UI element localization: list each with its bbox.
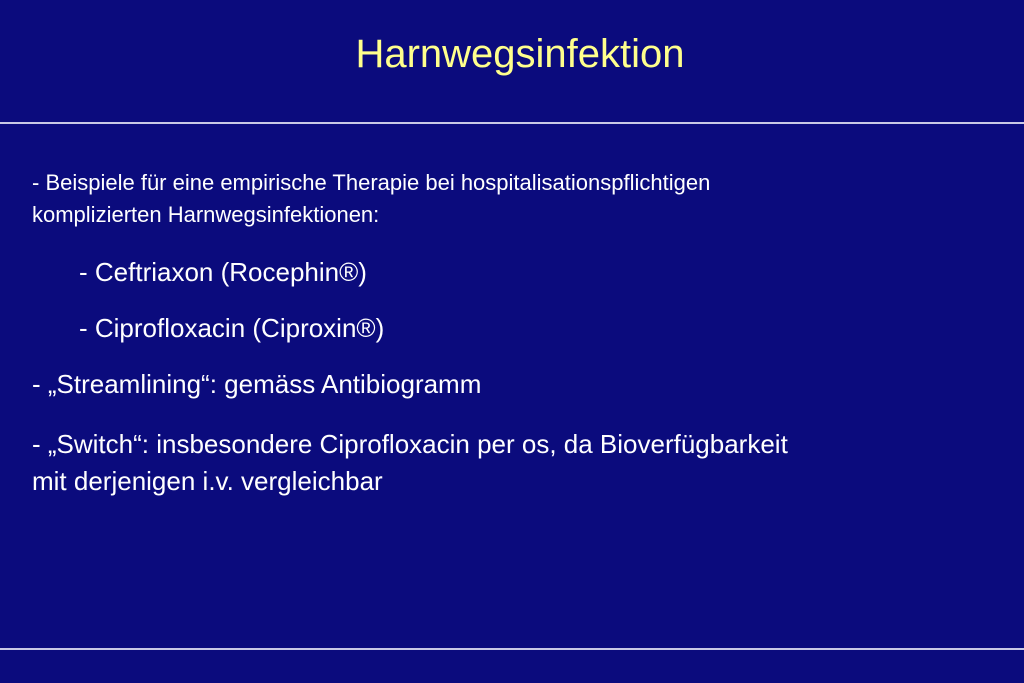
bullet-switch-line-1: - „Switch“: insbesondere Ciprofloxacin per os, da Bioverfügbarkeit <box>32 429 788 459</box>
sub-bullet-ciprofloxacin: - Ciprofloxacin (Ciproxin®) <box>79 313 385 343</box>
bullet-switch-line-2: mit derjenigen i.v. vergleichbar <box>32 466 383 496</box>
footer-divider <box>0 648 1024 650</box>
bullet-switch <box>32 426 788 500</box>
bullet-empirical-therapy-line-2: komplizierten Harnwegsinfektionen: <box>32 202 380 227</box>
bullet-empirical-therapy <box>32 167 710 231</box>
bullet-streamlining: - „Streamlining“: gemäss Antibiogramm <box>32 369 482 399</box>
title-divider <box>0 122 1024 124</box>
bullet-empirical-therapy-line-1: - Beispiele für eine empirische Therapie bei hospitalisationspflichtigen <box>32 170 711 195</box>
slide-title: Harnwegsinfektion <box>355 32 685 76</box>
sub-bullet-ceftriaxon: - Ceftriaxon (Rocephin®) <box>79 257 367 287</box>
